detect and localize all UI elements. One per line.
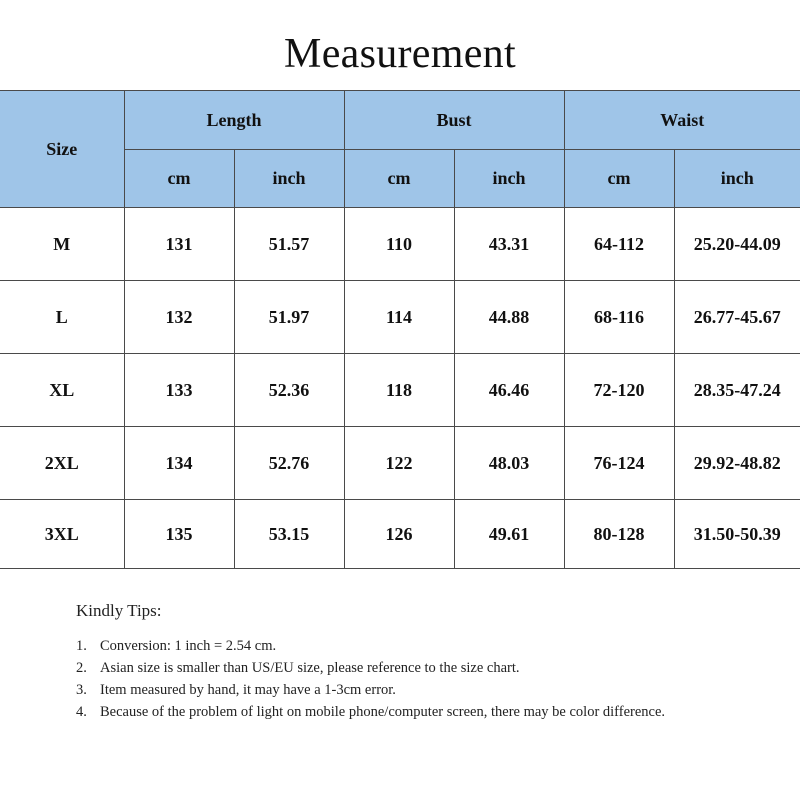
waist-cm-cell: 76-124 — [564, 427, 674, 500]
waist-inch-cell: 29.92-48.82 — [674, 427, 800, 500]
bust-cm-cell: 126 — [344, 500, 454, 569]
bust-cm-cell: 114 — [344, 281, 454, 354]
size-cell: 2XL — [0, 427, 124, 500]
waist-inch-cell: 28.35-47.24 — [674, 354, 800, 427]
length-group-header: Length — [124, 91, 344, 150]
table-row — [0, 427, 800, 500]
waist-inch-cell: 26.77-45.67 — [674, 281, 800, 354]
tips-list — [76, 636, 776, 723]
tip-number: 4. — [76, 704, 87, 720]
size-cell: L — [0, 281, 124, 354]
length-inch-cell: 52.36 — [234, 354, 344, 427]
tip-item — [76, 636, 680, 657]
waist-inch-cell: 25.20-44.09 — [674, 208, 800, 281]
waist-cm-cell: 68-116 — [564, 281, 674, 354]
bust-group-header: Bust — [344, 91, 564, 150]
page-title: Measurement — [284, 31, 516, 77]
tip-item — [76, 680, 680, 701]
length-cm-cell: 132 — [124, 281, 234, 354]
waist-cm-header: cm — [564, 150, 674, 208]
tip-text: Item measured by hand, it may have a 1-3cm error. — [100, 682, 396, 698]
length-inch-header: inch — [234, 150, 344, 208]
bust-cm-cell: 118 — [344, 354, 454, 427]
kindly-tips-section — [76, 600, 776, 724]
table-row — [0, 208, 800, 281]
tip-text: Conversion: 1 inch = 2.54 cm. — [100, 638, 277, 654]
bust-inch-header: inch — [454, 150, 564, 208]
tip-text: Because of the problem of light on mobile phone/computer screen, there may be color difference. — [100, 704, 666, 720]
size-column-header: Size — [0, 91, 124, 208]
length-cm-header: cm — [124, 150, 234, 208]
bust-inch-cell: 49.61 — [454, 500, 564, 569]
tips-heading: Kindly Tips: — [76, 601, 162, 620]
tip-text: Asian size is smaller than US/EU size, please reference to the size chart. — [100, 660, 520, 676]
table-row — [0, 354, 800, 427]
bust-inch-cell: 43.31 — [454, 208, 564, 281]
waist-cm-cell: 72-120 — [564, 354, 674, 427]
tip-number: 1. — [76, 638, 87, 654]
bust-cm-cell: 110 — [344, 208, 454, 281]
waist-inch-header: inch — [674, 150, 800, 208]
length-inch-cell: 52.76 — [234, 427, 344, 500]
header-row-groups — [0, 91, 800, 150]
table-row — [0, 281, 800, 354]
length-cm-cell: 135 — [124, 500, 234, 569]
size-cell: M — [0, 208, 124, 281]
length-cm-cell: 131 — [124, 208, 234, 281]
bust-inch-cell: 48.03 — [454, 427, 564, 500]
length-inch-cell: 53.15 — [234, 500, 344, 569]
bust-inch-cell: 46.46 — [454, 354, 564, 427]
waist-cm-cell: 80-128 — [564, 500, 674, 569]
length-cm-cell: 133 — [124, 354, 234, 427]
size-cell: XL — [0, 354, 124, 427]
length-cm-cell: 134 — [124, 427, 234, 500]
length-inch-cell: 51.97 — [234, 281, 344, 354]
tip-number: 2. — [76, 660, 87, 676]
bust-cm-cell: 122 — [344, 427, 454, 500]
bust-inch-cell: 44.88 — [454, 281, 564, 354]
tip-number: 3. — [76, 682, 87, 698]
waist-cm-cell: 64-112 — [564, 208, 674, 281]
waist-inch-cell: 31.50-50.39 — [674, 500, 800, 569]
length-inch-cell: 51.57 — [234, 208, 344, 281]
bust-cm-header: cm — [344, 150, 454, 208]
waist-group-header: Waist — [564, 91, 800, 150]
size-chart-table — [0, 90, 800, 569]
tip-item — [76, 702, 680, 723]
tip-item — [76, 658, 680, 679]
table-row — [0, 500, 800, 569]
size-cell: 3XL — [0, 500, 124, 569]
